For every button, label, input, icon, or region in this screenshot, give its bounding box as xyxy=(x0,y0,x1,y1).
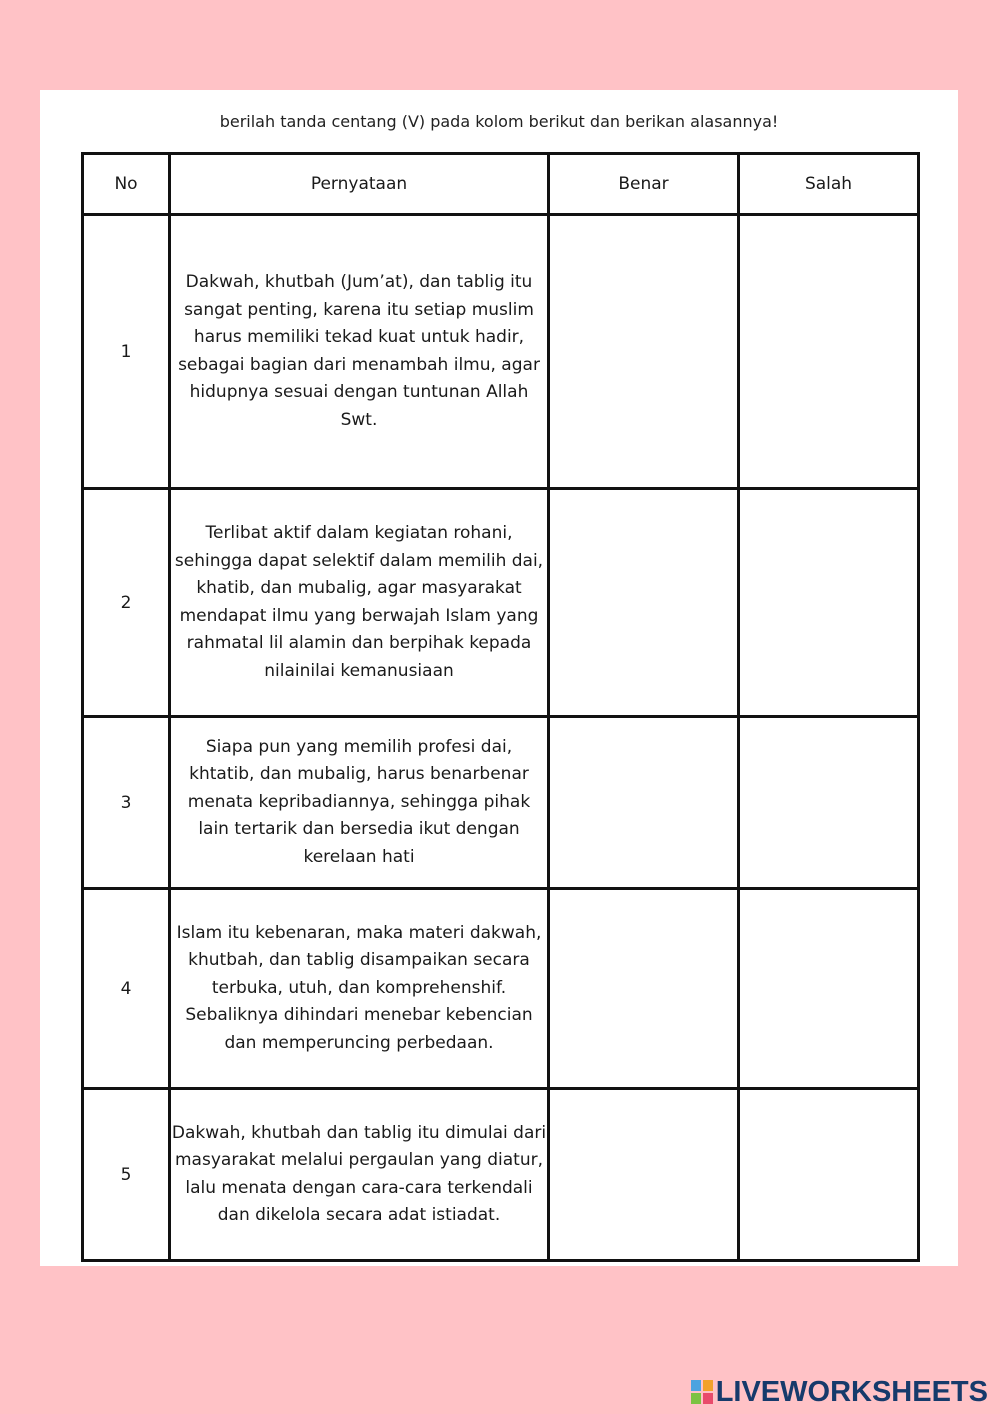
header-true: Benar xyxy=(549,154,739,215)
statement-cell: Dakwah, khutbah (Jum’at), dan tablig itu sangat penting, karena itu setiap muslim harus memiliki tekad kuat untuk hadir, sebagai bagian dari menambah ilmu, agar hidupnya sesuai dengan tuntunan Allah Swt. xyxy=(170,215,549,489)
salah-answer-cell[interactable] xyxy=(739,489,919,717)
benar-answer-cell[interactable] xyxy=(549,717,739,889)
liveworksheets-logo-icon xyxy=(691,1380,713,1404)
header-no: No xyxy=(83,154,170,215)
row-number: 3 xyxy=(83,717,170,889)
statement-cell: Islam itu kebenaran, maka materi dakwah, khutbah, dan tablig disampaikan secara terbuka, utuh, dan komprehenshif. Sebaliknya dihindari menebar kebencian dan memperuncing perbedaan. xyxy=(170,889,549,1089)
table-row xyxy=(83,889,919,1089)
benar-answer-cell[interactable] xyxy=(549,1089,739,1261)
benar-answer-cell[interactable] xyxy=(549,215,739,489)
instruction-text: berilah tanda centang (V) pada kolom berikut dan berikan alasannya! xyxy=(219,112,779,131)
row-number: 2 xyxy=(83,489,170,717)
row-number: 5 xyxy=(83,1089,170,1261)
statement-cell: Siapa pun yang memilih profesi dai, khtatib, dan mubalig, harus benarbenar menata kepribadiannya, sehingga pihak lain tertarik dan bersedia ikut dengan kerelaan hati xyxy=(170,717,549,889)
table-row xyxy=(83,489,919,717)
salah-answer-cell[interactable] xyxy=(739,1089,919,1261)
salah-answer-cell[interactable] xyxy=(739,889,919,1089)
benar-answer-cell[interactable] xyxy=(549,489,739,717)
table-row xyxy=(83,215,919,489)
salah-answer-cell[interactable] xyxy=(739,717,919,889)
benar-answer-cell[interactable] xyxy=(549,889,739,1089)
statement-table xyxy=(81,152,920,1262)
header-statement: Pernyataan xyxy=(170,154,549,215)
header-false: Salah xyxy=(739,154,919,215)
statement-cell: Terlibat aktif dalam kegiatan rohani, sehingga dapat selektif dalam memilih dai, khatib, dan mubalig, agar masyarakat mendapat ilmu yang berwajah Islam yang rahmatal lil alamin dan berpihak kepada nilainilai kemanusiaan xyxy=(170,489,549,717)
table-row xyxy=(83,1089,919,1261)
liveworksheets-brand xyxy=(691,1376,988,1408)
salah-answer-cell[interactable] xyxy=(739,215,919,489)
row-number: 1 xyxy=(83,215,170,489)
brand-name: LIVEWORKSHEETS xyxy=(715,1375,988,1408)
table-header-row xyxy=(83,154,919,215)
statement-cell: Dakwah, khutbah dan tablig itu dimulai dari masyarakat melalui pergaulan yang diatur, lalu menata dengan cara-cara terkendali dan dikelola secara adat istiadat. xyxy=(170,1089,549,1261)
worksheet-page xyxy=(40,90,958,1266)
table-row xyxy=(83,717,919,889)
row-number: 4 xyxy=(83,889,170,1089)
